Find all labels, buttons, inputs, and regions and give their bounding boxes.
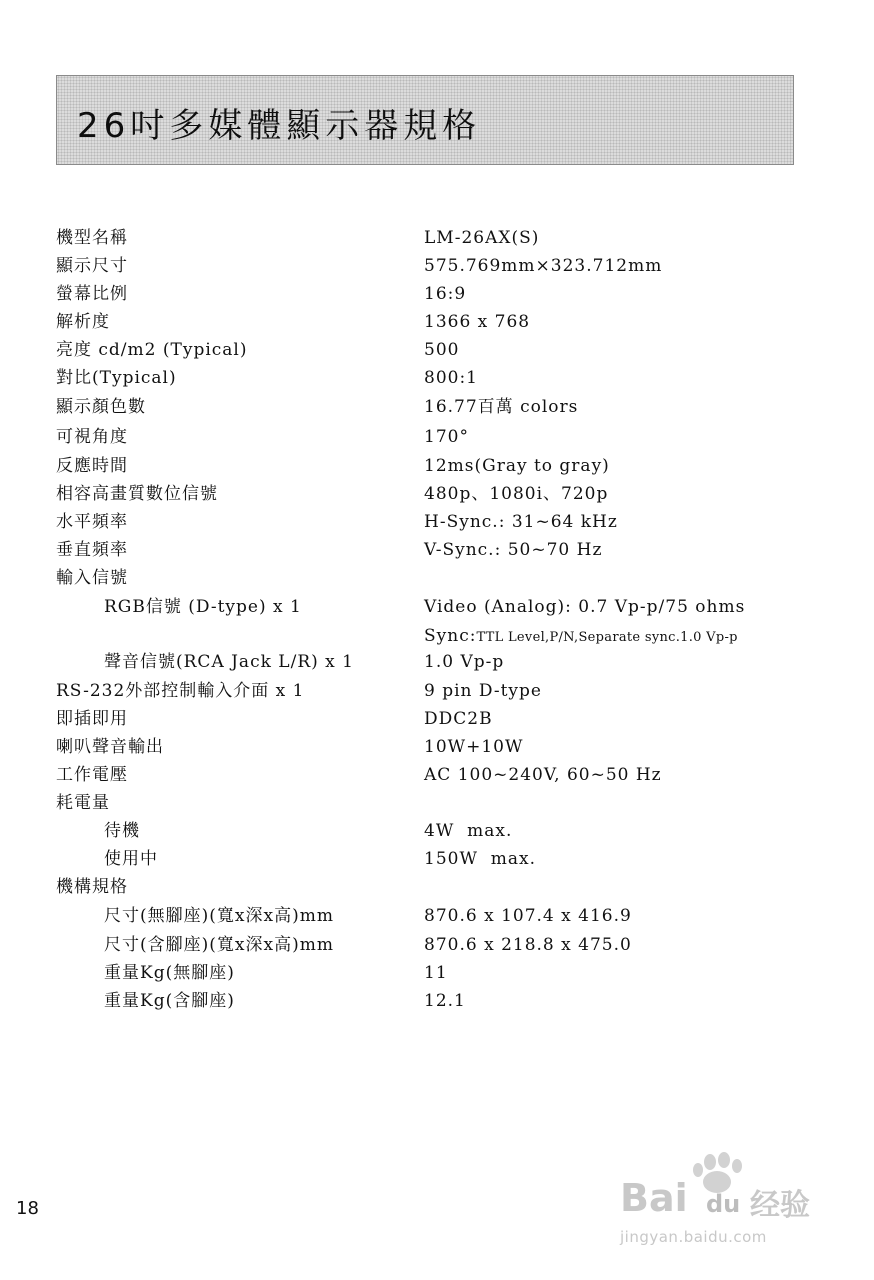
spec-label: 重量Kg(含腳座) xyxy=(104,991,235,1011)
watermark-brand: Bai xyxy=(620,1176,688,1220)
spec-value: 1.0 Vp-p xyxy=(424,652,505,672)
spec-row xyxy=(0,455,874,479)
spec-value: 12ms(Gray to gray) xyxy=(424,456,610,476)
spec-value: AC 100~240V, 60~50 Hz xyxy=(424,765,662,785)
spec-row xyxy=(0,227,874,251)
spec-value: 500 xyxy=(424,340,460,360)
spec-row xyxy=(0,283,874,307)
spec-value: LM-26AX(S) xyxy=(424,228,540,248)
spec-row xyxy=(0,962,874,986)
spec-label: 顯示顏色數 xyxy=(56,397,146,417)
spec-value: 9 pin D-type xyxy=(424,681,542,701)
spec-row xyxy=(0,736,874,760)
spec-value: 800:1 xyxy=(424,368,478,388)
page-title: 26吋多媒體顯示器規格 xyxy=(77,106,482,146)
spec-label: 亮度 cd/m2 (Typical) xyxy=(56,340,248,360)
spec-label: 機型名稱 xyxy=(56,228,128,248)
spec-label: 顯示尺寸 xyxy=(56,256,128,276)
spec-row xyxy=(0,483,874,507)
spec-value: 10W+10W xyxy=(424,737,524,757)
spec-row xyxy=(0,934,874,958)
spec-value: 11 xyxy=(424,963,448,983)
spec-label: 解析度 xyxy=(56,312,110,332)
spec-label: 相容高畫質數位信號 xyxy=(56,484,218,504)
spec-row xyxy=(0,339,874,363)
spec-value: 16.77百萬 colors xyxy=(424,397,579,417)
spec-row xyxy=(0,905,874,929)
spec-row xyxy=(0,367,874,391)
spec-row xyxy=(0,848,874,872)
baidu-watermark xyxy=(620,1150,820,1250)
spec-label: 喇叭聲音輸出 xyxy=(56,737,164,757)
spec-label: 水平頻率 xyxy=(56,512,128,532)
spec-row xyxy=(0,255,874,279)
spec-row xyxy=(0,764,874,788)
spec-row xyxy=(0,567,874,591)
spec-label: 可視角度 xyxy=(56,427,128,447)
spec-value: 1366 x 768 xyxy=(424,312,531,332)
spec-value: 4W max. xyxy=(424,821,513,841)
title-banner xyxy=(56,75,794,165)
spec-label: 重量Kg(無腳座) xyxy=(104,963,235,983)
spec-label: 輸入信號 xyxy=(56,568,128,588)
spec-label: 待機 xyxy=(104,821,140,841)
page-number: 18 xyxy=(16,1198,39,1219)
spec-label: RGB信號 (D-type) x 1 xyxy=(104,597,302,617)
spec-label: 垂直頻率 xyxy=(56,540,128,560)
spec-label: 聲音信號(RCA Jack L/R) x 1 xyxy=(104,652,354,672)
spec-row xyxy=(0,651,874,675)
watermark-brand2: du xyxy=(706,1190,741,1218)
spec-label: 即插即用 xyxy=(56,709,128,729)
watermark-url: jingyan.baidu.com xyxy=(620,1228,767,1246)
spec-label: 尺寸(含腳座)(寬x深x高)mm xyxy=(104,935,334,955)
spec-row xyxy=(0,396,874,420)
spec-value: H-Sync.: 31~64 kHz xyxy=(424,512,618,532)
spec-value xyxy=(424,625,738,649)
spec-row xyxy=(0,625,874,649)
spec-value: 870.6 x 107.4 x 416.9 xyxy=(424,906,632,926)
spec-value: 16:9 xyxy=(424,284,467,304)
spec-row xyxy=(0,820,874,844)
spec-row xyxy=(0,596,874,620)
spec-value: 12.1 xyxy=(424,991,466,1011)
spec-row xyxy=(0,311,874,335)
spec-value-head: Sync: xyxy=(424,626,477,646)
spec-label: 機構規格 xyxy=(56,877,128,897)
spec-row xyxy=(0,792,874,816)
spec-label: 反應時間 xyxy=(56,456,128,476)
spec-row xyxy=(0,511,874,535)
watermark-suffix: 经验 xyxy=(750,1188,810,1223)
spec-value: Video (Analog): 0.7 Vp-p/75 ohms xyxy=(424,597,746,617)
spec-row xyxy=(0,876,874,900)
spec-label: RS-232外部控制輸入介面 x 1 xyxy=(56,681,305,701)
spec-value: 480p、1080i、720p xyxy=(424,484,609,504)
spec-row xyxy=(0,680,874,704)
spec-label: 耗電量 xyxy=(56,793,110,813)
spec-value: V-Sync.: 50~70 Hz xyxy=(424,540,603,560)
spec-row xyxy=(0,708,874,732)
spec-label: 對比(Typical) xyxy=(56,368,177,388)
spec-label: 尺寸(無腳座)(寬x深x高)mm xyxy=(104,906,334,926)
spec-label: 螢幕比例 xyxy=(56,284,128,304)
spec-row xyxy=(0,990,874,1014)
spec-value: 575.769mm×323.712mm xyxy=(424,256,663,276)
spec-value: DDC2B xyxy=(424,709,493,729)
spec-row xyxy=(0,426,874,450)
spec-value-tail: TTL Level,P/N,Separate sync.1.0 Vp-p xyxy=(476,630,738,645)
spec-value: 150W max. xyxy=(424,849,536,869)
spec-row xyxy=(0,539,874,563)
spec-label: 工作電壓 xyxy=(56,765,128,785)
spec-label: 使用中 xyxy=(104,849,158,869)
spec-value: 170° xyxy=(424,427,469,447)
spec-value: 870.6 x 218.8 x 475.0 xyxy=(424,935,632,955)
